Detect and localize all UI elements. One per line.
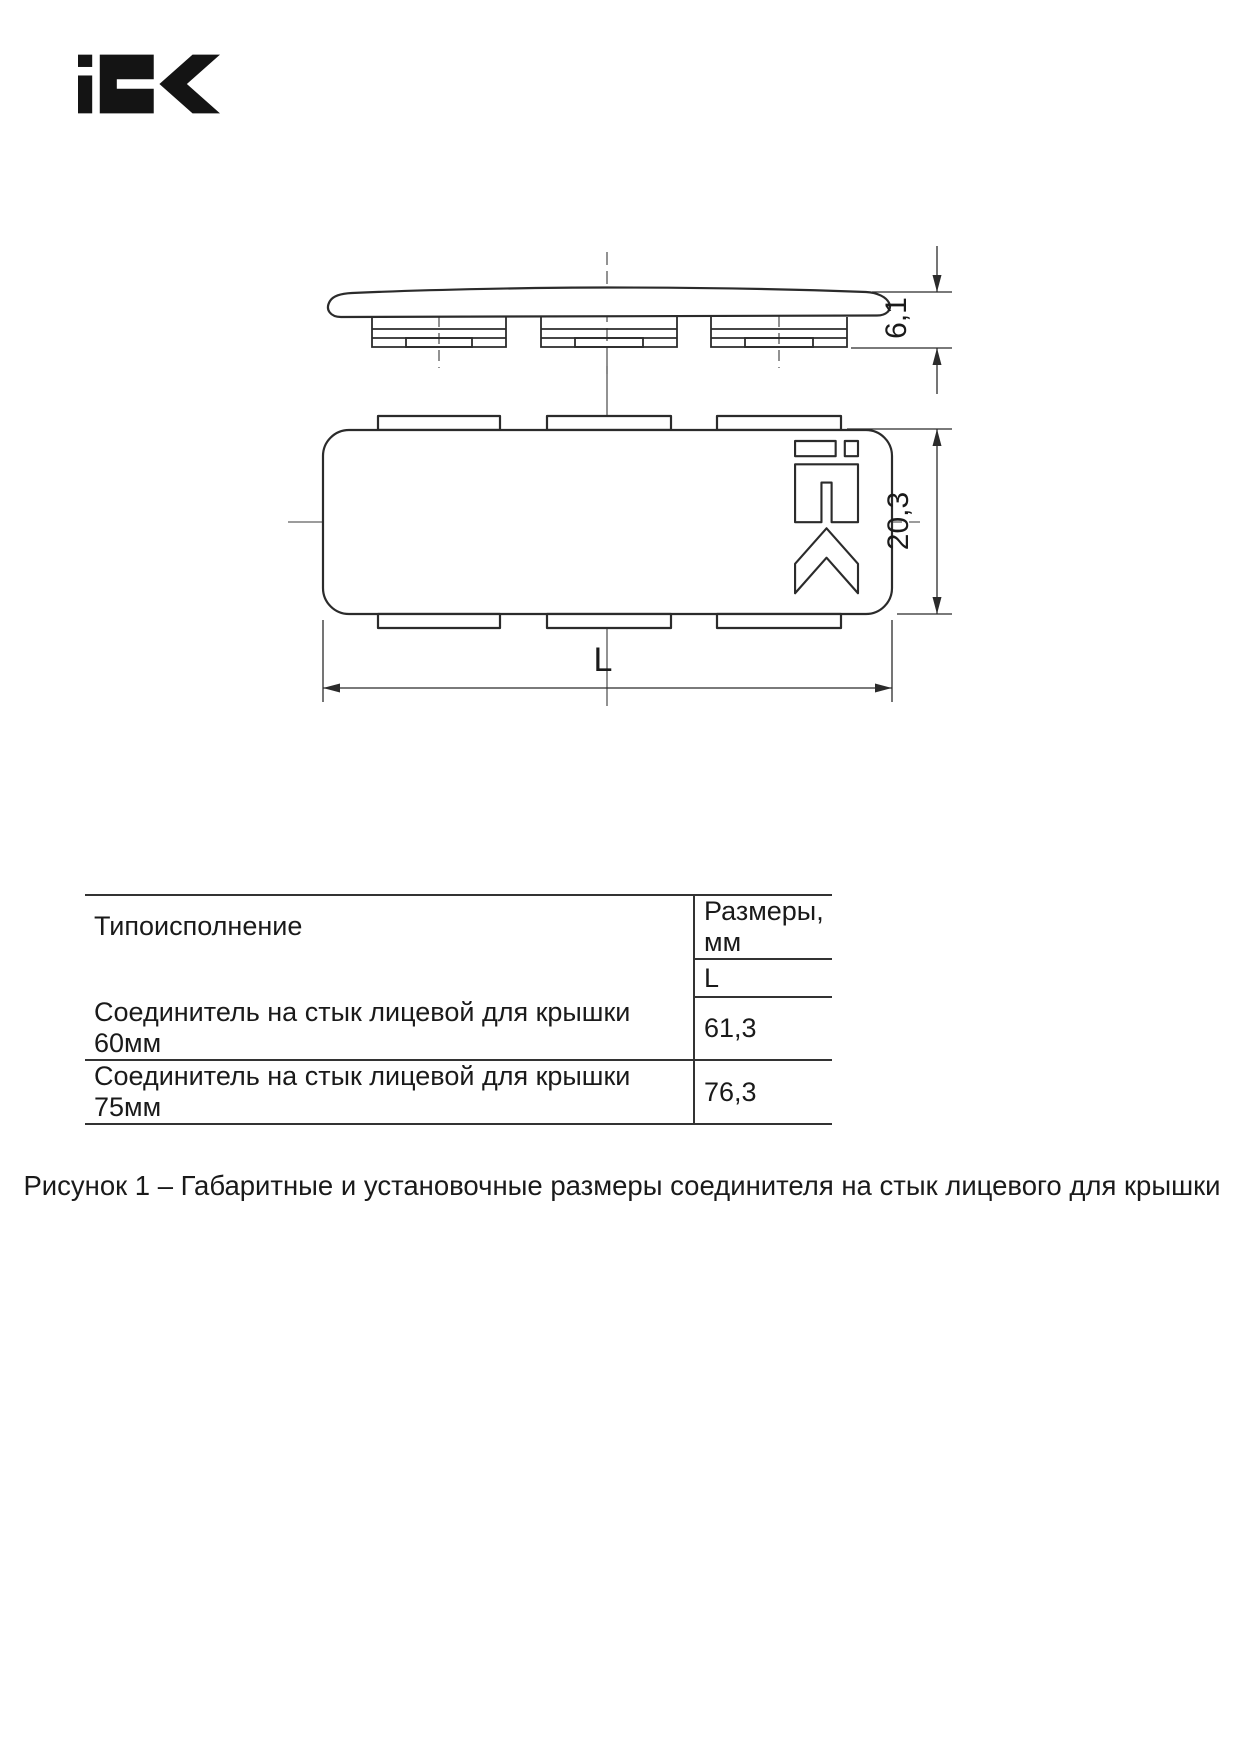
table-row <box>85 997 832 1060</box>
logo-e <box>100 55 154 114</box>
table-header-sizes: Размеры, мм <box>694 895 832 959</box>
plan-top-tab-2 <box>547 416 671 430</box>
row-value-60: 61,3 <box>694 997 832 1060</box>
row-type-60: Соединитель на стык лицевой для крышки 60мм <box>85 997 694 1060</box>
table-subheader-l: L <box>694 959 832 997</box>
plan-top-tab-1 <box>378 416 500 430</box>
row-value-75: 76,3 <box>694 1060 832 1124</box>
row-type-75: Соединитель на стык лицевой для крышки 75мм <box>85 1060 694 1124</box>
table-header-type: Типоисполнение <box>85 895 694 997</box>
plan-bottom-tab-2 <box>547 614 671 628</box>
technical-drawing <box>250 200 970 720</box>
clip-block-2 <box>541 317 677 347</box>
logo-k <box>159 55 220 114</box>
dim-6-1-label: 6,1 <box>880 297 913 339</box>
dim-20-3-label: 20,3 <box>882 491 915 551</box>
dim-l-label: L <box>593 641 613 679</box>
logo-i-dot <box>78 55 92 67</box>
table-row <box>85 1060 832 1124</box>
iek-logo <box>78 54 220 114</box>
plan-bottom-tab-3 <box>717 614 841 628</box>
cap-profile <box>328 288 890 318</box>
dimension-6-1 <box>851 246 952 394</box>
spec-table <box>85 894 832 1125</box>
side-view <box>328 252 890 374</box>
logo-i-body <box>78 75 92 113</box>
figure-caption: Рисунок 1 – Габаритные и установочные размеры соединителя на стык лицевого для крышки <box>23 1170 1221 1201</box>
plan-top-tab-3 <box>717 416 841 430</box>
plan-bottom-tab-1 <box>378 614 500 628</box>
